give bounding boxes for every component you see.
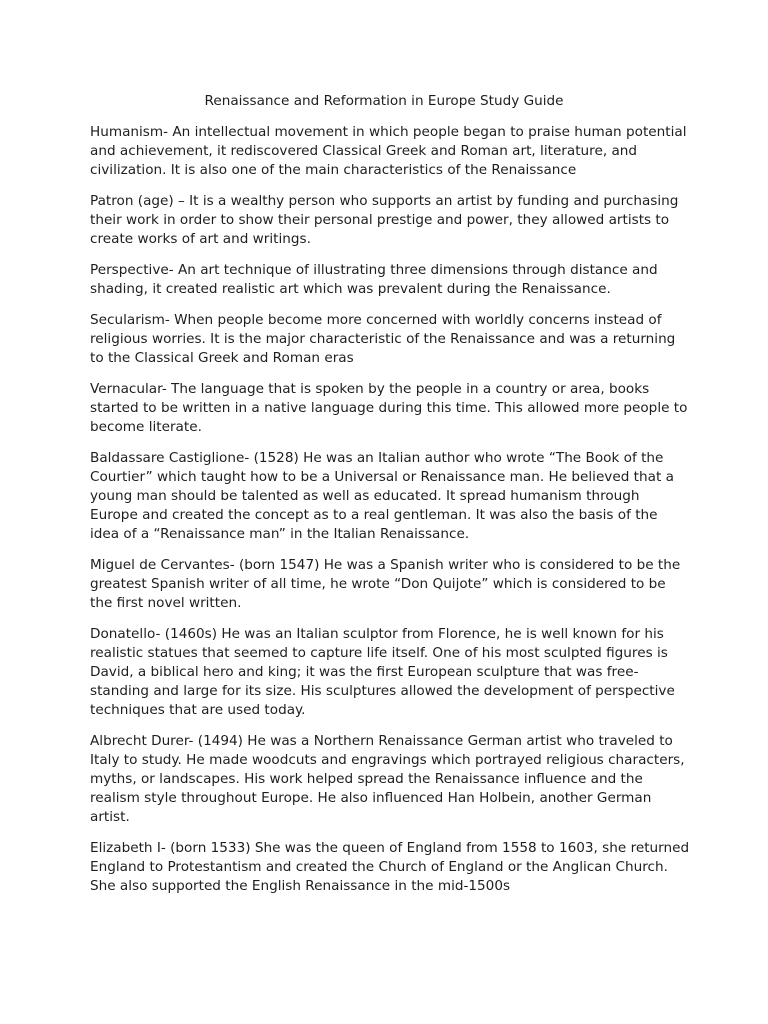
- document-title: Renaissance and Reformation in Europe Study Guide: [204, 93, 564, 109]
- entry-durer: Albrecht Durer- (1494) He was a Northern Renaissance German artist who traveled to Italy to study. He made woodcuts and engravings which portrayed religious characters, myths, or landscapes. His work helped spread the Renaissance influence and the realism style throughout Europe. He also influenced Han Holbein, another German artist.: [90, 733, 685, 825]
- entry-cervantes: Miguel de Cervantes- (born 1547) He was a Spanish writer who is considered to be the greatest Spanish writer of all time, he wrote “Don Quijote” which is considered to be the first novel written.: [90, 557, 681, 611]
- entry-perspective: Perspective- An art technique of illustrating three dimensions through distance and shading, it created realistic art which was prevalent during the Renaissance.: [90, 262, 658, 297]
- document-body: [90, 123, 690, 908]
- entry-vernacular: Vernacular- The language that is spoken by the people in a country or area, books started to be written in a native language during this time. This allowed more people to become literate.: [90, 381, 688, 435]
- entry-donatello: Donatello- (1460s) He was an Italian sculptor from Florence, he is well known for his realistic statues that seemed to capture life itself. One of his most sculpted figures is David, a biblical hero and king; it was the first European sculpture that was free-standing and large for its size. His sculptures allowed the development of perspective techniques that are used today.: [90, 626, 675, 718]
- entry-elizabeth: Elizabeth I- (born 1533) She was the queen of England from 1558 to 1603, she returned England to Protestantism and created the Church of England or the Anglican Church. She also supported the English Renaissance in the mid-1500s: [90, 840, 690, 894]
- entry-humanism: Humanism- An intellectual movement in which people began to praise human potential and achievement, it rediscovered Classical Greek and Roman art, literature, and civilization. It is also one of the main characteristics of the Renaissance: [90, 124, 687, 178]
- entry-castiglione: Baldassare Castiglione- (1528) He was an Italian author who wrote “The Book of the Courtier” which taught how to be a Universal or Renaissance man. He believed that a young man should be talented as well as educated. It spread humanism through Europe and created the concept as to a real gentleman. It was also the basis of the idea of a “Renaissance man” in the Italian Renaissance.: [90, 450, 674, 542]
- entry-patron: Patron (age) – It is a wealthy person who supports an artist by funding and purchasing their work in order to show their personal prestige and power, they allowed artists to create works of art and writings.: [90, 193, 679, 247]
- entry-secularism: Secularism- When people become more concerned with worldly concerns instead of religious worries. It is the major characteristic of the Renaissance and was a returning to the Classical Greek and Roman eras: [90, 312, 676, 366]
